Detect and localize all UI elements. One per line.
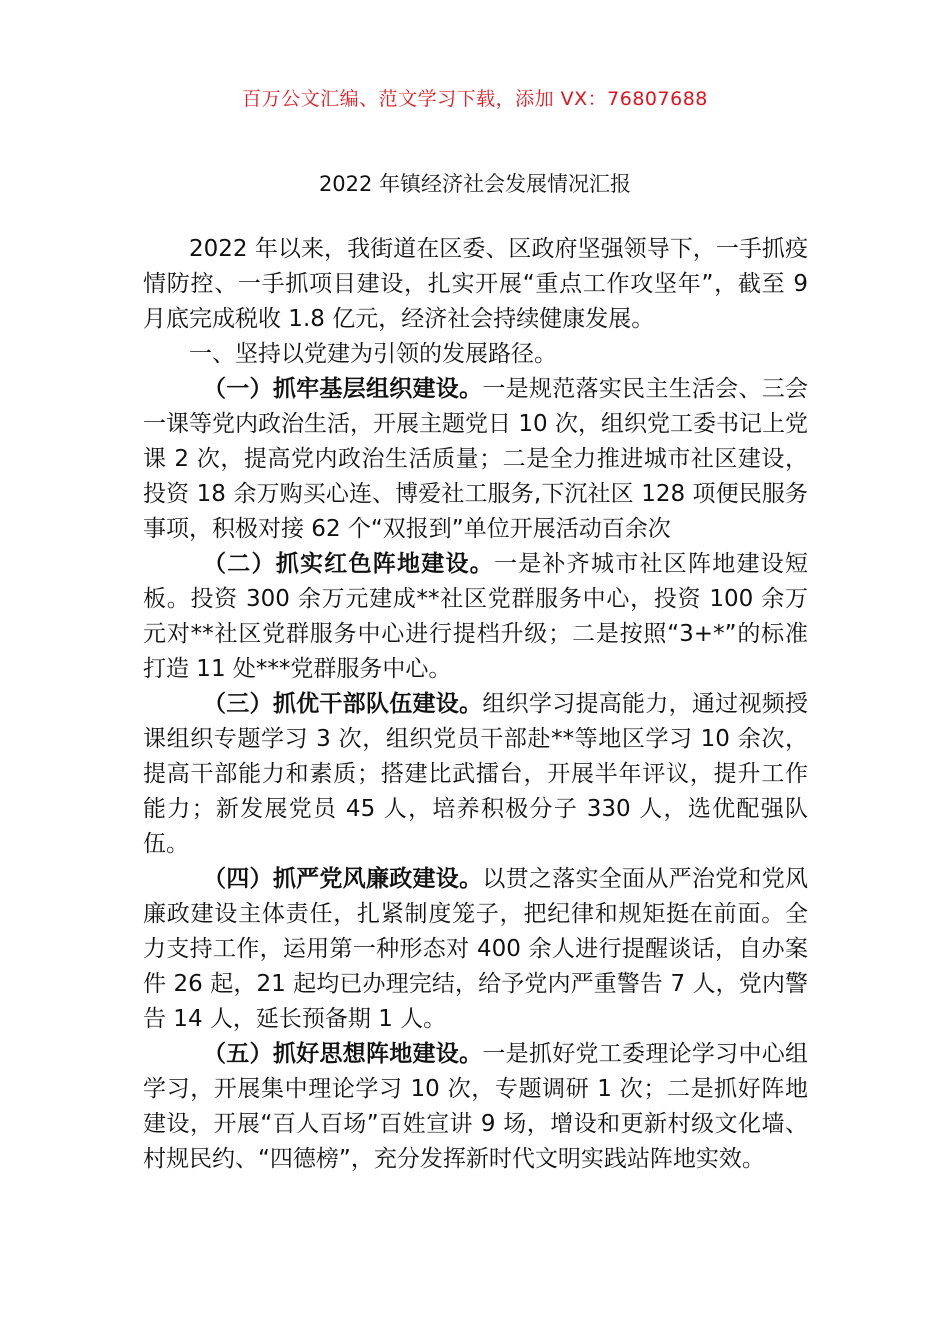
subsection-4-heading: （四）抓严党风廉政建设。	[203, 866, 483, 892]
subsection-2-text: 一是补齐城市社区阵地建设短板。投资 300 余万元建成**社区党群服务中心，投资 100 余万元对**社区党群服务中心进行提档升级；二是按照“3+*”的标准打造 11 处***党群服务中心。	[143, 551, 808, 682]
document-body	[143, 232, 808, 1177]
section-heading: 一、坚持以党建为引领的发展路径。	[189, 341, 557, 367]
subsection-3-heading: （三）抓优干部队伍建设。	[203, 691, 483, 717]
subsection-2	[143, 547, 808, 687]
intro-paragraph: 2022 年以来，我街道在区委、区政府坚强领导下，一手抓疫情防控、一手抓项目建设，扎实开展“重点工作攻坚年”，截至 9 月底完成税收 1.8 亿元，经济社会持续健康发展。	[143, 236, 808, 332]
subsection-2-heading: （二）抓实红色阵地建设。	[203, 551, 494, 577]
subsection-3	[143, 687, 808, 862]
subsection-5-heading: （五）抓好思想阵地建设。	[203, 1041, 483, 1067]
subsection-4	[143, 862, 808, 1037]
subsection-4-text: 以贯之落实全面从严治党和党风廉政建设主体责任，扎紧制度笼子，把纪律和规矩挺在前面。全力支持工作，运用第一种形态对 400 余人进行提醒谈话，自办案件 26 起，21 起均已办理完结，给予党内严重警告 7 人，党内警告 14 人，延长预备期 1 人。	[143, 866, 809, 1032]
subsection-5	[143, 1037, 808, 1177]
subsection-1-heading: （一）抓牢基层组织建设。	[203, 376, 483, 402]
subsection-1	[143, 372, 808, 547]
subsection-5-text: 一是抓好党工委理论学习中心组学习，开展集中理论学习 10 次，专题调研 1 次；二是抓好阵地建设，开展“百人百场”百姓宣讲 9 场，增设和更新村级文化墙、村规民约、“四德榜”，充分发挥新时代文明实践站阵地实效。	[143, 1041, 809, 1172]
subsection-1-text: 一是规范落实民主生活会、三会一课等党内政治生活，开展主题党日 10 次，组织党工委书记上党课 2 次，提高党内政治生活质量；二是全力推进城市社区建设，投资 18 余万购买心连、博爱社工服务,下沉社区 128 项便民服务事项，积极对接 62 个“双报到”单位开展活动百余次	[143, 376, 809, 542]
document-title: 2022 年镇经济社会发展情况汇报	[318, 172, 632, 196]
header-banner: 百万公文汇编、范文学习下载，添加 VX：76807688	[242, 88, 708, 110]
subsection-3-text: 组织学习提高能力，通过视频授课组织专题学习 3 次，组织党员干部赴**等地区学习 10 余次，提高干部能力和素质；搭建比武擂台，开展半年评议，提升工作能力；新发展党员 45 人，培养积极分子 330 人，选优配强队伍。	[143, 691, 809, 857]
